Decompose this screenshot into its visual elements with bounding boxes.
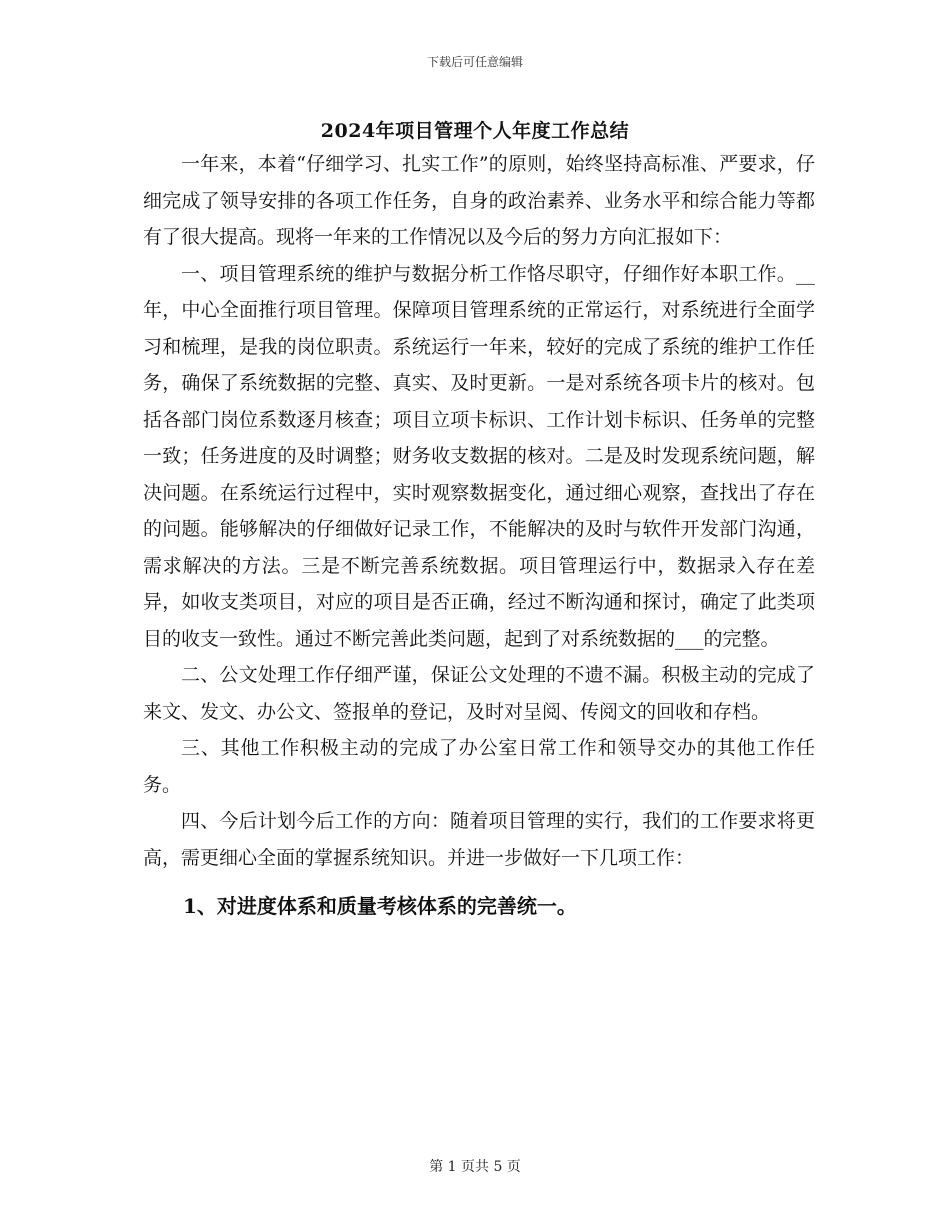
list-item-1: 1、对进度体系和质量考核体系的完善统一。 [183,894,577,918]
paragraph-section-1: 一、项目管理系统的维护与数据分析工作恪尽职守，仔细作好本职工作。__年，中心全面推行项目管理。保障项目管理系统的正常运行，对系统进行全面学习和梳理，是我的岗位职责。系统运行一年来，较好的完成了系统的维护工作任务，确保了系统数据的完整、真实、及时更新。一是对系统各项卡片的核对。包括各部门岗位系数逐月核查；项目立项卡标识、工作计划卡标识、任务单的完整一致；任务进度的及时调整；财务收支数据的核对。二是及时发现系统问题，解决问题。在系统运行过程中，实时观察数据变化，通过细心观察，查找出了存在的问题。能够解决的仔细做好记录工作，不能解决的及时与软件开发部门沟通，需求解决的方法。三是不断完善系统数据。项目管理运行中，数据录入存在差异，如收支类项目，对应的项目是否正确，经过不断沟通和探讨，确定了此类项目的收支一致性。通过不断完善此类问题，起到了对系统数据的___的完整。 [143,262,815,650]
document-body [143,146,815,925]
paragraph-section-2: 二、公文处理工作仔细严谨，保证公文处理的不遗不漏。积极主动的完成了来文、发文、办公文、签报单的登记，及时对呈阅、传阅文的回收和存档。 [143,664,815,723]
header-note: 下载后可任意编辑 [426,55,523,69]
paragraph-intro: 一年来，本着“仔细学习、扎实工作”的原则，始终坚持高标准、严要求，仔细完成了领导安排的各项工作任务，自身的政治素养、业务水平和综合能力等都有了很大提高。现将一年来的工作情况以及今后的努力方向汇报如下： [143,153,815,248]
paragraph-section-3: 三、其他工作积极主动的完成了办公室日常工作和领导交办的其他工作任务。 [143,737,815,796]
page-footer: 第 1 页共 5 页 [429,1159,521,1175]
document-title: 2024年项目管理个人年度工作总结 [320,120,630,142]
paragraph-section-4: 四、今后计划今后工作的方向：随着项目管理的实行，我们的工作要求将更高，需更细心全面的掌握系统知识。并进一步做好一下几项工作： [143,810,815,869]
